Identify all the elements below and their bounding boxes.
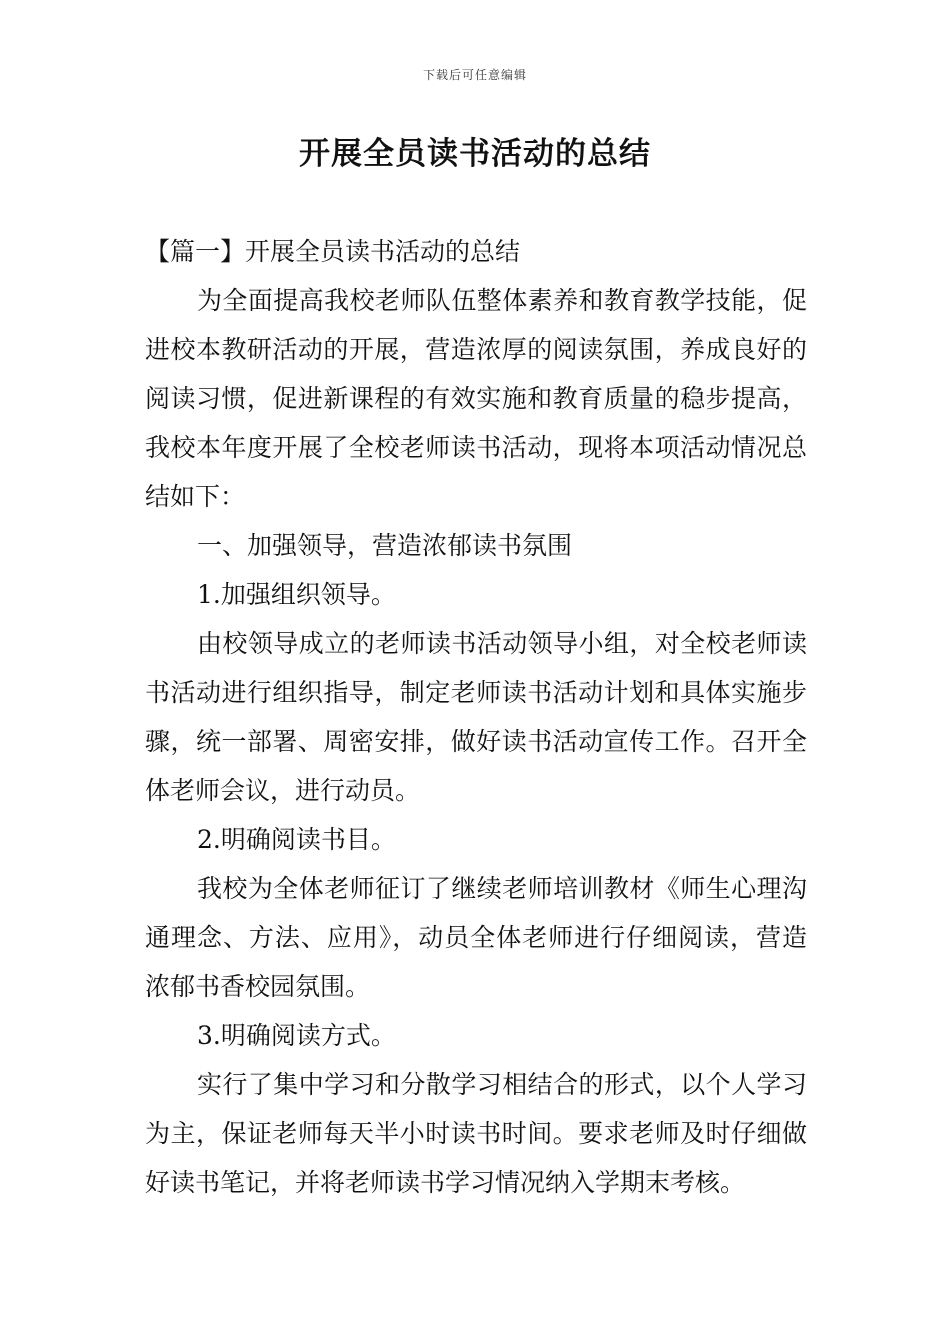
document-body xyxy=(145,227,807,1207)
subsection-heading: 一、加强领导，营造浓郁读书氛围 xyxy=(197,531,573,560)
body-paragraph: 我校为全体老师征订了继续老师培训教材《师生心理沟通理念、方法、应用》，动员全体老师进行仔细阅读，营造浓郁书香校园氛围。 xyxy=(145,874,807,1001)
intro-paragraph: 为全面提高我校老师队伍整体素养和教育教学技能，促进校本教研活动的开展，营造浓厚的阅读氛围，养成良好的阅读习惯，促进新课程的有效实施和教育质量的稳步提高，我校本年度开展了全校老师读书活动，现将本项活动情况总结如下： xyxy=(145,286,807,511)
document-title: 开展全员读书活动的总结 xyxy=(299,136,651,172)
header-note: 下载后可任意编辑 xyxy=(422,68,527,82)
item-heading: 3.明确阅读方式。 xyxy=(197,1021,396,1050)
item-heading: 1.加强组织领导。 xyxy=(197,580,396,609)
section-heading: 【篇一】开展全员读书活动的总结 xyxy=(145,237,521,266)
item-heading: 2.明确阅读书目。 xyxy=(197,825,396,854)
body-paragraph: 实行了集中学习和分散学习相结合的形式，以个人学习为主，保证老师每天半小时读书时间。要求老师及时仔细做好读书笔记，并将老师读书学习情况纳入学期末考核。 xyxy=(145,1070,807,1197)
body-paragraph: 由校领导成立的老师读书活动领导小组，对全校老师读书活动进行组织指导，制定老师读书活动计划和具体实施步骤，统一部署、周密安排，做好读书活动宣传工作。召开全体老师会议，进行动员。 xyxy=(145,629,807,805)
